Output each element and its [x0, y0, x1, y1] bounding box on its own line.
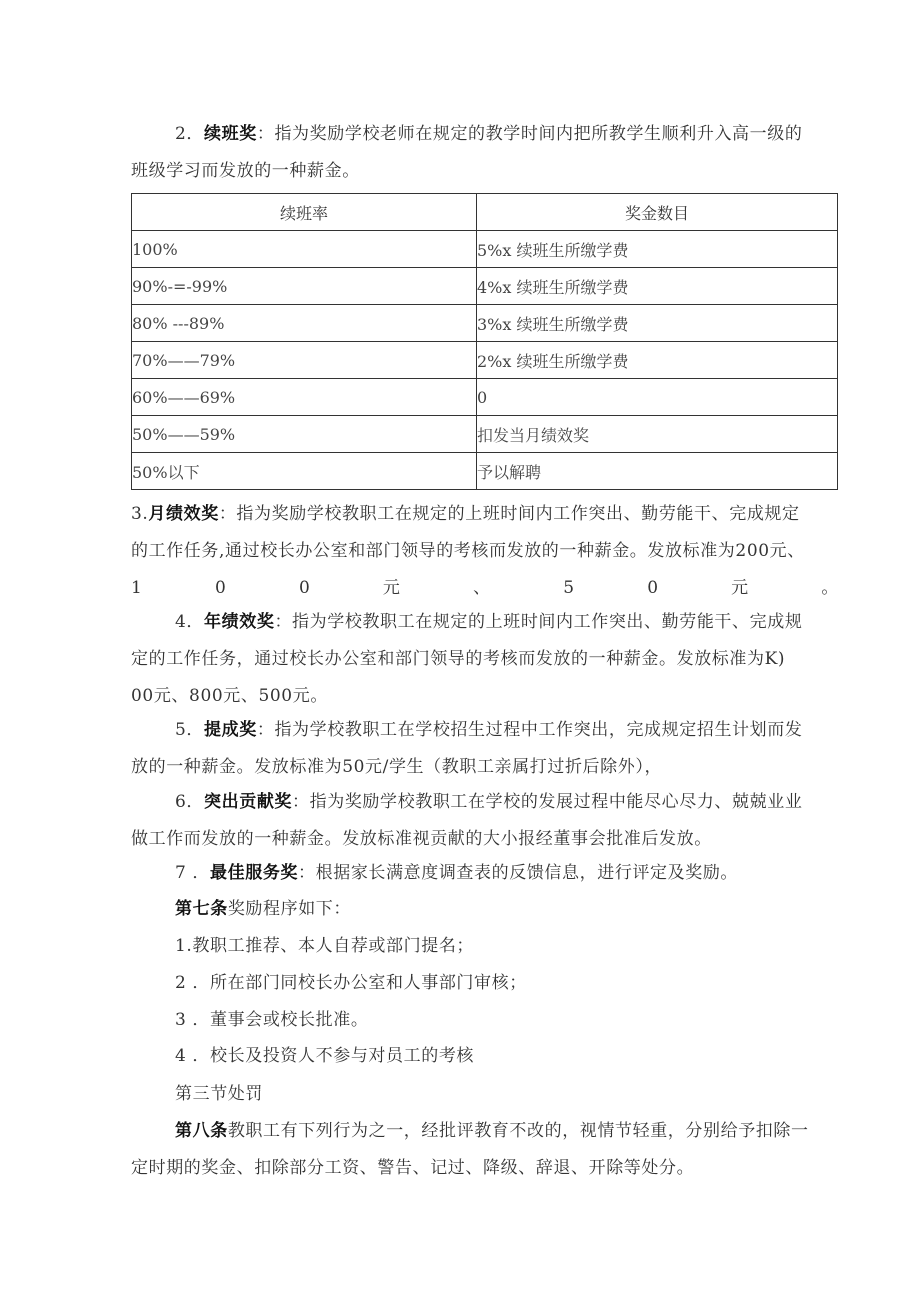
table-row: 70%——79% 2%x 续班生所缴学费 — [132, 342, 838, 379]
table-row: 100% 5%x 续班生所缴学费 — [132, 231, 838, 268]
term-annual-award: 年绩效奖 — [204, 612, 275, 632]
paragraph-continuation-award: 2．续班奖：指为奖励学校老师在规定的教学时间内把所教学生顺利升入高一级的 班级学习而发放的一种薪金。 — [131, 124, 803, 181]
column-header-amount: 奖金数目 — [477, 194, 838, 231]
list-item: 1.教职工推荐、本人自荐或部门提名； — [175, 936, 475, 956]
article-7-heading: 第七条奖励程序如下： — [175, 899, 352, 919]
term-commission-award: 提成奖 — [204, 720, 257, 740]
table-row: 90%-=-99% 4%x 续班生所缴学费 — [132, 268, 838, 305]
list-item: 3 ．董事会或校长批准。 — [175, 1010, 369, 1030]
paragraph-service-award: 7 ．最佳服务奖：根据家长满意度调查表的反馈信息，进行评定及奖励。 — [175, 863, 739, 883]
term-contribution-award: 突出贡献奖 — [204, 792, 293, 812]
table-row: 50%——59% 扣发当月绩效奖 — [132, 416, 838, 453]
term-monthly-award: 月绩效奖 — [148, 504, 219, 524]
continuation-award-table — [131, 193, 838, 490]
table-row: 80% ---89% 3%x 续班生所缴学费 — [132, 305, 838, 342]
table-row: 50%以下 予以解聘 — [132, 453, 838, 490]
table-header-row — [132, 194, 838, 231]
item-number: 2． — [175, 124, 205, 144]
term-service-award: 最佳服务奖 — [210, 863, 299, 883]
section-heading: 第三节处罚 — [175, 1084, 263, 1104]
term-continuation-award: 续班奖 — [204, 124, 257, 144]
article-8-paragraph: 第八条教职工有下列行为之一，经批评教育不改的，视情节轻重，分别给予扣除一 定时期的奖金、扣除部分工资、警告、记过、降级、辞退、开除等处分。 — [131, 1121, 809, 1178]
list-item: 4 ．校长及投资人不参与对员工的考核 — [175, 1046, 475, 1066]
paragraph-commission-award: 5．提成奖：指为学校教职工在学校招生过程中工作突出，完成规定招生计划而发 放的一种薪金。发放标准为50元/学生（教职工亲属打过折后除外）， — [131, 720, 803, 777]
table-row: 60%——69% 0 — [132, 379, 838, 416]
paragraph-annual-award: 4．年绩效奖：指为学校教职工在规定的上班时间内工作突出、勤劳能干、完成规 定的工作任务，通过校长办公室和部门领导的考核而发放的一种薪金。发放标准为K) 00元、800元、500元。 — [131, 612, 803, 706]
paragraph-monthly-award: 3.月绩效奖：指为奖励学校教职工在规定的上班时间内工作突出、勤劳能干、完成规定 的工作任务,通过校长办公室和部门领导的考核而发放的一种薪金。发放标准为200元、 1 0 0 元 、 5 0 元 。 — [131, 496, 839, 607]
paragraph-contribution-award: 6．突出贡献奖：指为奖励学校教职工在学校的发展过程中能尽心尽力、兢兢业业 做工作而发放的一种薪金。发放标准视贡献的大小报经董事会批准后发放。 — [131, 792, 803, 849]
list-item: 2 ．所在部门同校长办公室和人事部门审核； — [175, 973, 527, 993]
column-header-rate: 续班率 — [132, 194, 477, 231]
spread-line: 1 0 0 元 、 5 0 元 。 — [131, 578, 839, 598]
